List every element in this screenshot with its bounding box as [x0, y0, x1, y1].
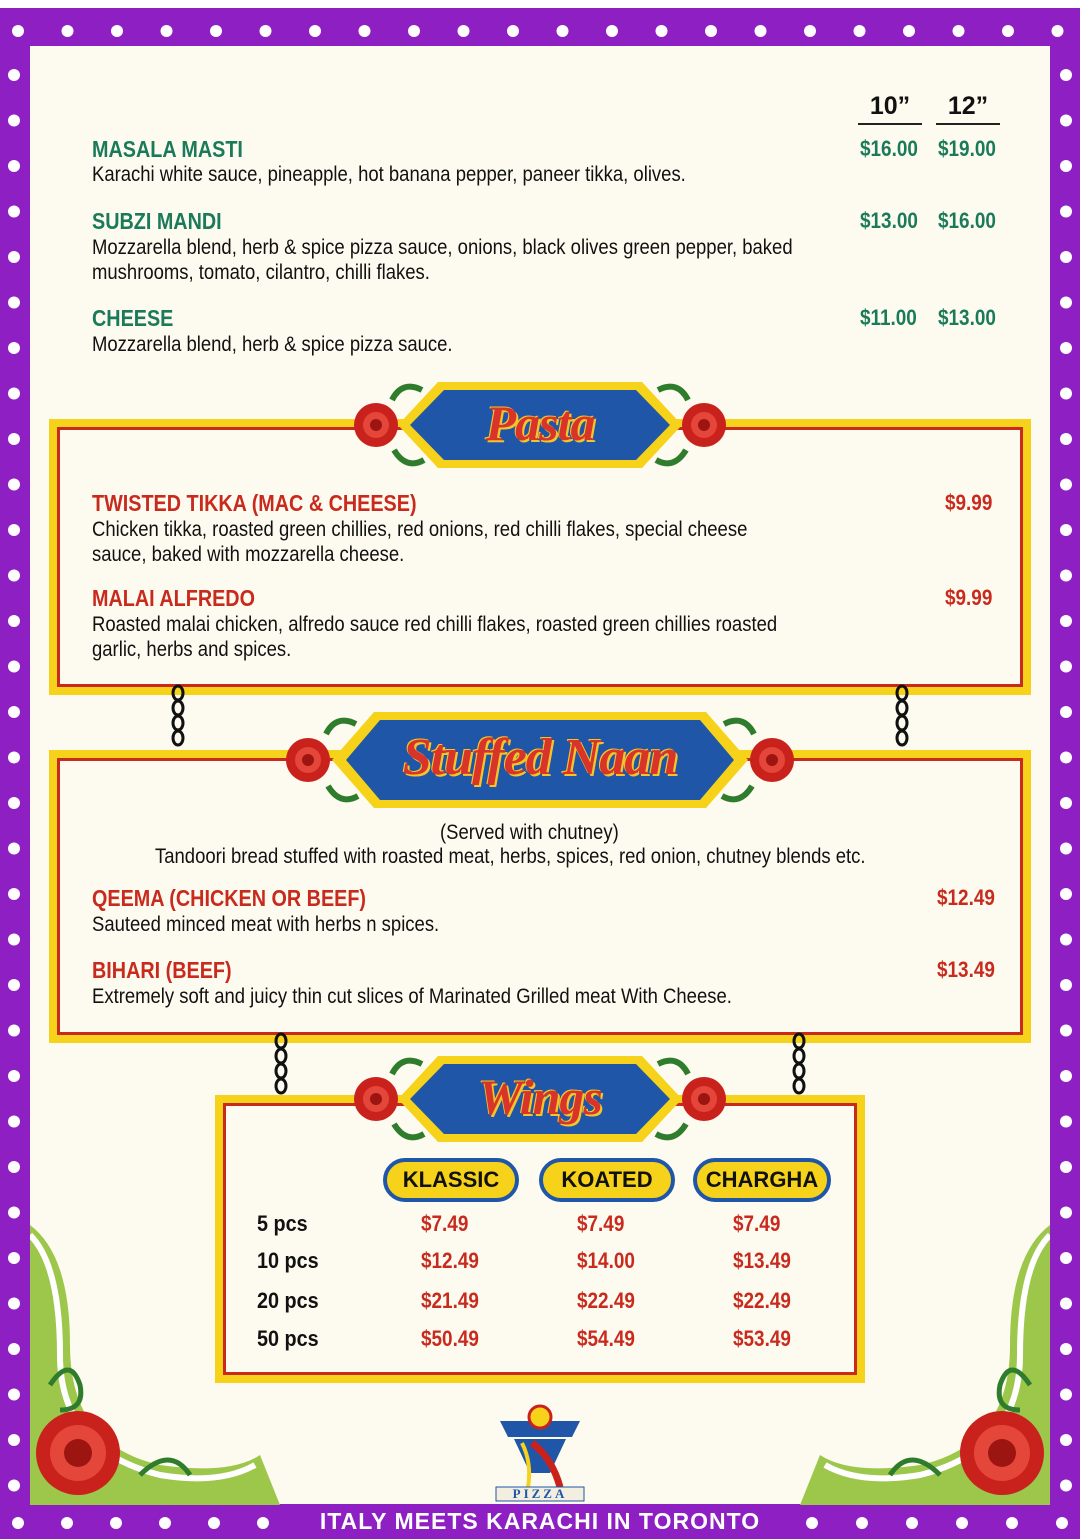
top-divider: [0, 0, 1080, 8]
border-dot: [755, 25, 767, 37]
border-dot: [8, 1116, 20, 1128]
border-dot: [8, 297, 20, 309]
wings-row-label: 20 pcs: [257, 1288, 319, 1313]
border-dot: [309, 25, 321, 37]
border-dot: [1060, 206, 1072, 218]
border-dot: [1060, 979, 1072, 991]
logo-text: PIZZA: [512, 1486, 568, 1501]
border-dot: [656, 25, 668, 37]
pasta-item-price: $9.99: [945, 490, 993, 515]
border-dot: [8, 1434, 20, 1446]
border-dot: [8, 1025, 20, 1037]
pizza-price-10: $13.00: [860, 208, 918, 233]
border-dot: [1060, 479, 1072, 491]
border-dot: [804, 25, 816, 37]
border-dot: [8, 888, 20, 900]
naan-item-price: $13.49: [937, 957, 995, 982]
border-dot: [8, 1070, 20, 1082]
border-dot: [8, 570, 20, 582]
wings-price: $22.49: [577, 1288, 635, 1313]
border-dot: [12, 25, 24, 37]
border-dot: [1060, 1343, 1072, 1355]
border-dot: [1060, 160, 1072, 172]
border-dot: [1060, 797, 1072, 809]
naan-item-name: QEEMA (CHICKEN OR BEEF): [92, 885, 367, 911]
chain-decoration: [271, 1032, 291, 1104]
border-dot: [8, 115, 20, 127]
wings-price: $22.49: [733, 1288, 791, 1313]
border-dot: [1060, 297, 1072, 309]
border-dot: [260, 25, 272, 37]
border-dot: [1060, 1025, 1072, 1037]
border-dot: [1060, 524, 1072, 536]
pizza-item-name: MASALA MASTI: [92, 136, 243, 162]
border-dot: [8, 661, 20, 673]
wings-banner: [352, 1044, 728, 1154]
border-dot: [8, 1252, 20, 1264]
border-dot: [507, 25, 519, 37]
pizza-price-10: $11.00: [860, 305, 917, 330]
border-dot: [458, 25, 470, 37]
border-dot: [1060, 1070, 1072, 1082]
pizza-price-12: $19.00: [938, 136, 996, 161]
border-dot: [1060, 1434, 1072, 1446]
border-dot: [8, 706, 20, 718]
chain-decoration: [892, 684, 912, 756]
border-dot: [1060, 1480, 1072, 1492]
wings-price: $53.49: [733, 1326, 791, 1351]
naan-item-name: BIHARI (BEEF): [92, 957, 232, 983]
border-dot: [8, 979, 20, 991]
border-dot: [8, 1389, 20, 1401]
wings-column-header: CHARGHA: [693, 1158, 831, 1202]
wings-column-header: KLASSIC: [383, 1158, 519, 1202]
wings-row-label: 50 pcs: [257, 1326, 319, 1351]
border-dot: [854, 25, 866, 37]
border-dot: [705, 25, 717, 37]
stuffed-naan-title: Stuffed Naan: [402, 729, 678, 786]
wings-price: $13.49: [733, 1248, 791, 1273]
pasta-item-desc: Roasted malai chicken, alfredo sauce red chilli flakes, roasted green chillies roasted garlic, herbs and spices.: [92, 613, 778, 661]
pizza-item-desc: Mozzarella blend, herb & spice pizza sauce, onions, black olives green pepper, baked mushrooms, tomato, cilantro, chilli flakes.: [92, 236, 793, 284]
wings-row-label: 5 pcs: [257, 1211, 308, 1236]
border-dot: [1060, 661, 1072, 673]
border-dot: [8, 843, 20, 855]
border-dot: [1060, 843, 1072, 855]
border-dot: [8, 615, 20, 627]
border-dot: [8, 934, 20, 946]
border-dot: [1060, 1161, 1072, 1173]
border-dot: [1060, 706, 1072, 718]
pasta-item-desc: Chicken tikka, roasted green chillies, red onions, red chilli flakes, special cheese sauce, baked with mozzarella cheese.: [92, 518, 748, 566]
wings-column-header: KOATED: [539, 1158, 675, 1202]
size-header-10: 10”: [858, 92, 922, 125]
border-dot: [8, 206, 20, 218]
pasta-title: Pasta: [485, 395, 595, 451]
pasta-banner: [352, 370, 728, 480]
border-dot: [8, 1343, 20, 1355]
border-dot: [8, 1298, 20, 1310]
border-dot: [8, 1480, 20, 1492]
border-dot: [1060, 570, 1072, 582]
wings-price: $7.49: [733, 1211, 781, 1236]
border-dot: [1060, 388, 1072, 400]
tagline: ITALY MEETS KARACHI IN TORONTO: [319, 1508, 761, 1534]
border-dot: [1060, 615, 1072, 627]
border-dot: [606, 25, 618, 37]
border-dot: [161, 25, 173, 37]
chain-decoration: [168, 684, 188, 756]
border-dot: [557, 25, 569, 37]
border-dot: [8, 388, 20, 400]
pasta-item-price: $9.99: [945, 585, 993, 610]
border-dot: [1060, 1116, 1072, 1128]
wings-price: $7.49: [421, 1211, 469, 1236]
pasta-item-name: TWISTED TIKKA (MAC & CHEESE): [92, 490, 417, 516]
border-dot: [8, 1207, 20, 1219]
pizza-item-name: CHEESE: [92, 305, 174, 331]
border-dot: [8, 752, 20, 764]
naan-intro: Tandoori bread stuffed with roasted meat, herbs, spices, red onion, chutney blends etc.: [155, 845, 866, 868]
border-dot: [903, 25, 915, 37]
border-dot: [1060, 1298, 1072, 1310]
wings-price: $50.49: [421, 1326, 479, 1351]
border-dot: [1060, 251, 1072, 263]
wings-title: Wings: [478, 1069, 602, 1125]
border-dot: [1060, 934, 1072, 946]
border-dot: [408, 25, 420, 37]
size-header-12: 12”: [936, 92, 1000, 125]
brand-logo: [492, 1403, 588, 1503]
naan-item-price: $12.49: [937, 885, 995, 910]
border-dot: [1060, 342, 1072, 354]
border-dot: [1060, 1207, 1072, 1219]
border-dot: [1060, 752, 1072, 764]
border-dot: [111, 25, 123, 37]
border-dot: [1060, 115, 1072, 127]
border-dot: [1052, 25, 1064, 37]
wings-price: $14.00: [577, 1248, 635, 1273]
border-dot: [1060, 1252, 1072, 1264]
wings-price: $7.49: [577, 1211, 625, 1236]
pizza-price-12: $16.00: [938, 208, 996, 233]
border-dot: [8, 797, 20, 809]
border-dot: [1002, 25, 1014, 37]
pizza-item-name: SUBZI MANDI: [92, 208, 222, 234]
chain-decoration: [789, 1032, 809, 1104]
border-dot: [210, 25, 222, 37]
wings-price: $12.49: [421, 1248, 479, 1273]
naan-note: (Served with chutney): [440, 821, 619, 844]
border-dot: [8, 524, 20, 536]
border-dot: [1060, 69, 1072, 81]
border-dot: [8, 69, 20, 81]
pasta-item-name: MALAI ALFREDO: [92, 585, 255, 611]
border-dot: [8, 433, 20, 445]
pizza-item-desc: Karachi white sauce, pineapple, hot banana pepper, paneer tikka, olives.: [92, 163, 686, 186]
pizza-price-10: $16.00: [860, 136, 918, 161]
border-dot: [8, 479, 20, 491]
border-dot: [1060, 1389, 1072, 1401]
wings-price: $21.49: [421, 1288, 479, 1313]
border-dot: [8, 251, 20, 263]
border-dot: [8, 1161, 20, 1173]
naan-item-desc: Extremely soft and juicy thin cut slices of Marinated Grilled meat With Cheese.: [92, 985, 732, 1008]
naan-item-desc: Sauteed minced meat with herbs n spices.: [92, 913, 440, 936]
pizza-price-12: $13.00: [938, 305, 996, 330]
border-dot: [8, 160, 20, 172]
border-dot: [1060, 888, 1072, 900]
stuffed-naan-banner: [284, 704, 796, 816]
border-dot: [8, 342, 20, 354]
border-dot: [62, 25, 74, 37]
wings-price: $54.49: [577, 1326, 635, 1351]
border-dot: [953, 25, 965, 37]
wings-row-label: 10 pcs: [257, 1248, 319, 1273]
border-dot: [1060, 433, 1072, 445]
border-dot: [359, 25, 371, 37]
pizza-item-desc: Mozzarella blend, herb & spice pizza sauce.: [92, 333, 453, 356]
